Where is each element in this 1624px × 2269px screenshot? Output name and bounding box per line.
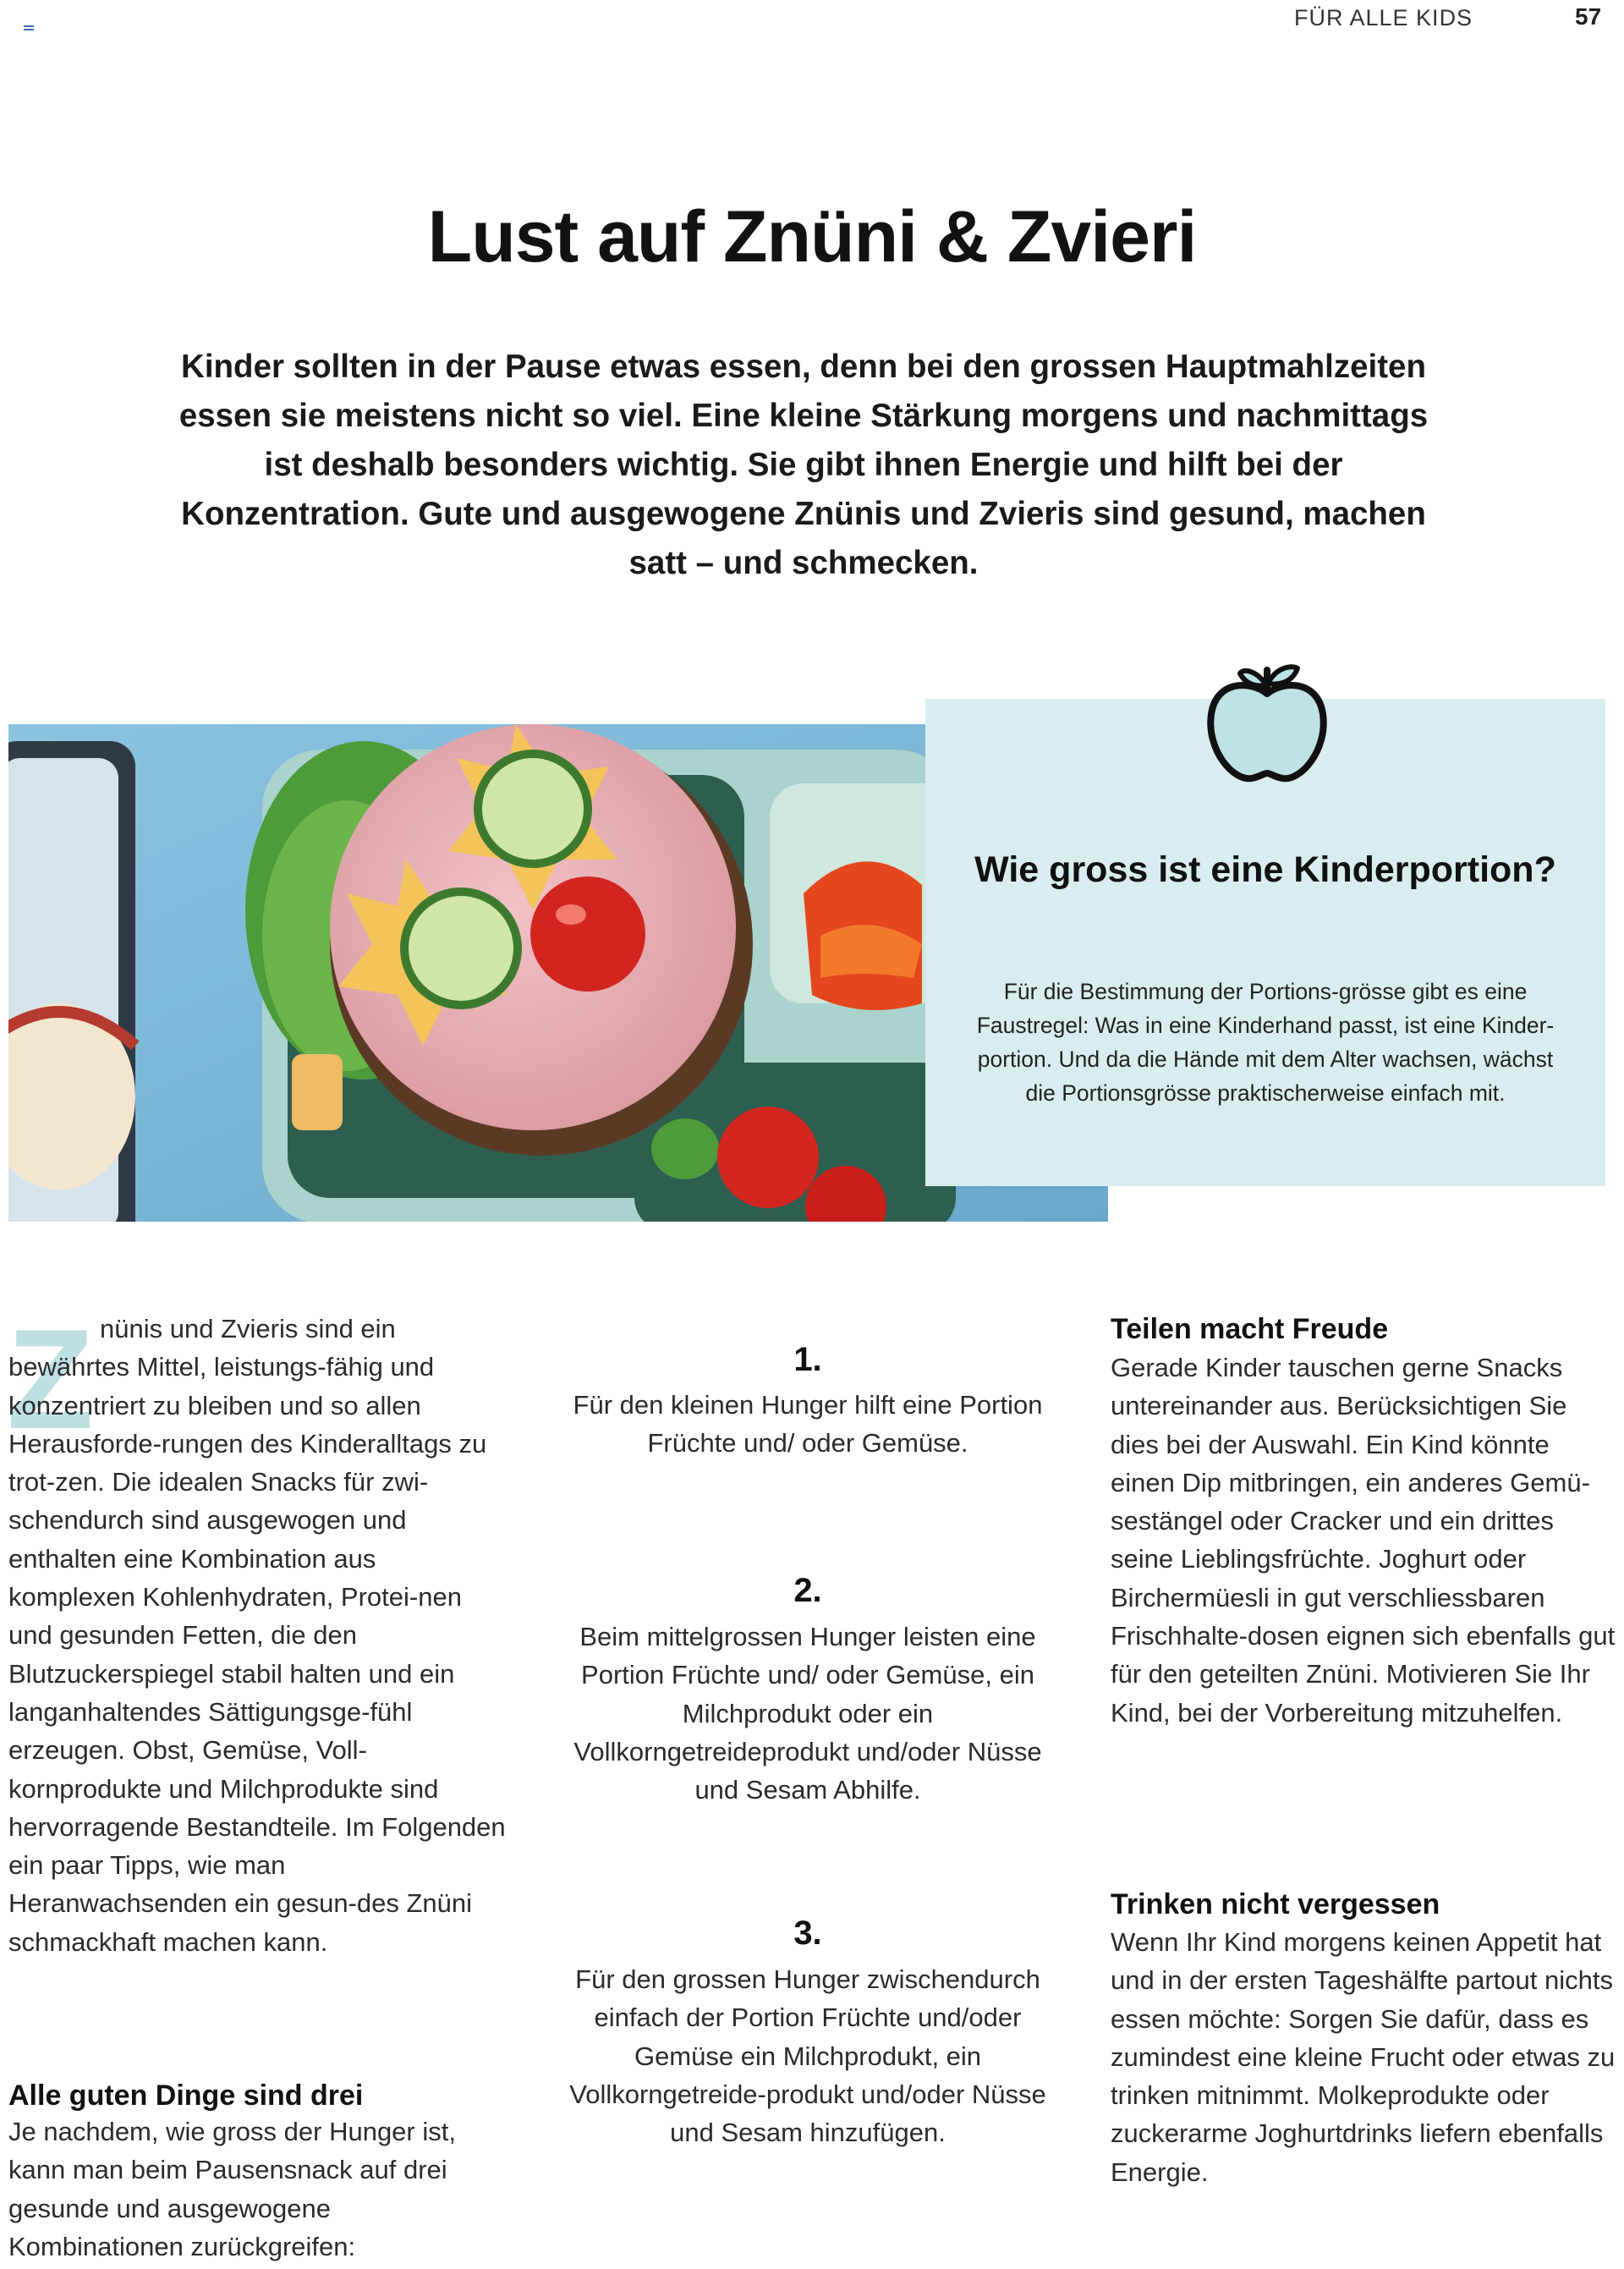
column3-text-drinking: Wenn Ihr Kind morgens keinen Appetit hat und in der ersten Tageshälfte partout nichts essen möchte: Sorgen Sie dafür, dass es zumindest eine kleine Frucht oder etwas zu trinken mitnimmt. Molkeprodukte oder zuckerarme Joghurtdrinks liefern ebenfalls Energie. (1111, 1927, 1616, 2187)
info-box-title: Wie gross ist eine Kinderportion? (974, 849, 1556, 890)
column1-intro: nünis und Zvieris sind ein bewährtes Mittel, leistungs-fähig und konzentriert zu bleiben und so allen Herausforde-rungen des Kinderalltags zu trot-zen. Die idealen Snacks für zwi-schendurch sind ausgewogen und enthalten eine Kombination aus komplexen Kohlenhydraten, Protei-nen und gesunden Fetten, die den Blutzuckerspiegel stabil halten und ein langanhaltendes Sättigungsge-fühl erzeugen. Obst, Gemüse, Voll-kornprodukte und Milchprodukte sind hervorragende Bestandteile. Im Folgenden ein paar Tipps, wie man Heranwachsenden ein gesun-des Znüni schmackhaft machen kann. (8, 1314, 506, 1957)
tip-number: 2. (793, 1572, 822, 1609)
menu-icon[interactable] (24, 25, 34, 34)
column3-text-sharing: Gerade Kinder tauschen gerne Snacks untereinander aus. Berücksichtigen Sie dies bei der Auswahl. Ein Kind könnte einen Dip mitbringen, ein anderes Gemü-sestängel oder Cracker und ein drittes seine Lieblingsfrüchte. Joghurt oder Birchermüesli in gut verschliessbaren Frischhalte-dosen eignen sich ebenfalls gut für den geteilten Znüni. Motivieren Sie Ihr Kind, bei der Vorbereitung mitzuhelfen. (1111, 1353, 1616, 1728)
section-label: FÜR ALLE KIDS (1294, 5, 1473, 30)
tip-number: 1. (793, 1341, 822, 1378)
tip-text: Beim mittelgrossen Hunger leisten eine Portion Früchte und/ oder Gemüse, ein Milchprodukt oder ein Vollkorngetreideprodukt und/oder Nüsse und Sesam Abhilfe. (573, 1622, 1042, 1805)
apple-icon (1199, 658, 1335, 794)
column1-heading: Alle guten Dinge sind drei (8, 2079, 364, 2112)
info-box-text: Für die Bestimmung der Portions-grösse gibt es eine Faustregel: Was in eine Kinderhand passt, ist eine Kinder-portion. Und da die Hände mit dem Alter wachsen, wächst die Portionsgrösse praktischerweise einfach mit. (976, 979, 1555, 1106)
drop-cap: Z (7, 1299, 94, 1459)
column3-heading-drinking: Trinken nicht vergessen (1111, 1888, 1440, 1920)
tip-number: 3. (793, 1915, 822, 1952)
tip-text: Für den kleinen Hunger hilft eine Portion Früchte und/ oder Gemüse. (573, 1390, 1043, 1459)
intro-paragraph: Kinder sollten in der Pause etwas essen, denn bei den grossen Hauptmahlzeiten essen sie meistens nicht so viel. Eine kleine Stärkung morgens und nachmittags ist deshalb besonders wichtig. Sie gibt ihnen Energie und hilft bei der Konzentration. Gute und ausgewogene Znünis und Zvieris sind gesund, machen satt – und schmecken. (178, 349, 1429, 581)
tip-text: Für den grossen Hunger zwischendurch einfach der Portion Früchte und/oder Gemüse ein Milchprodukt, ein Vollkorngetreide-produkt und/oder Nüsse und Sesam hinzufügen. (569, 1964, 1046, 2148)
column1-text: Je nachdem, wie gross der Hunger ist, kann man beim Pausensnack auf drei gesunde und ausgewogene Kombinationen zurückgreifen: (8, 2117, 456, 2261)
page-title: Lust auf Znüni & Zvieri (427, 196, 1197, 277)
column3-heading-sharing: Teilen macht Freude (1111, 1313, 1389, 1345)
page-number: 57 (1575, 3, 1602, 30)
